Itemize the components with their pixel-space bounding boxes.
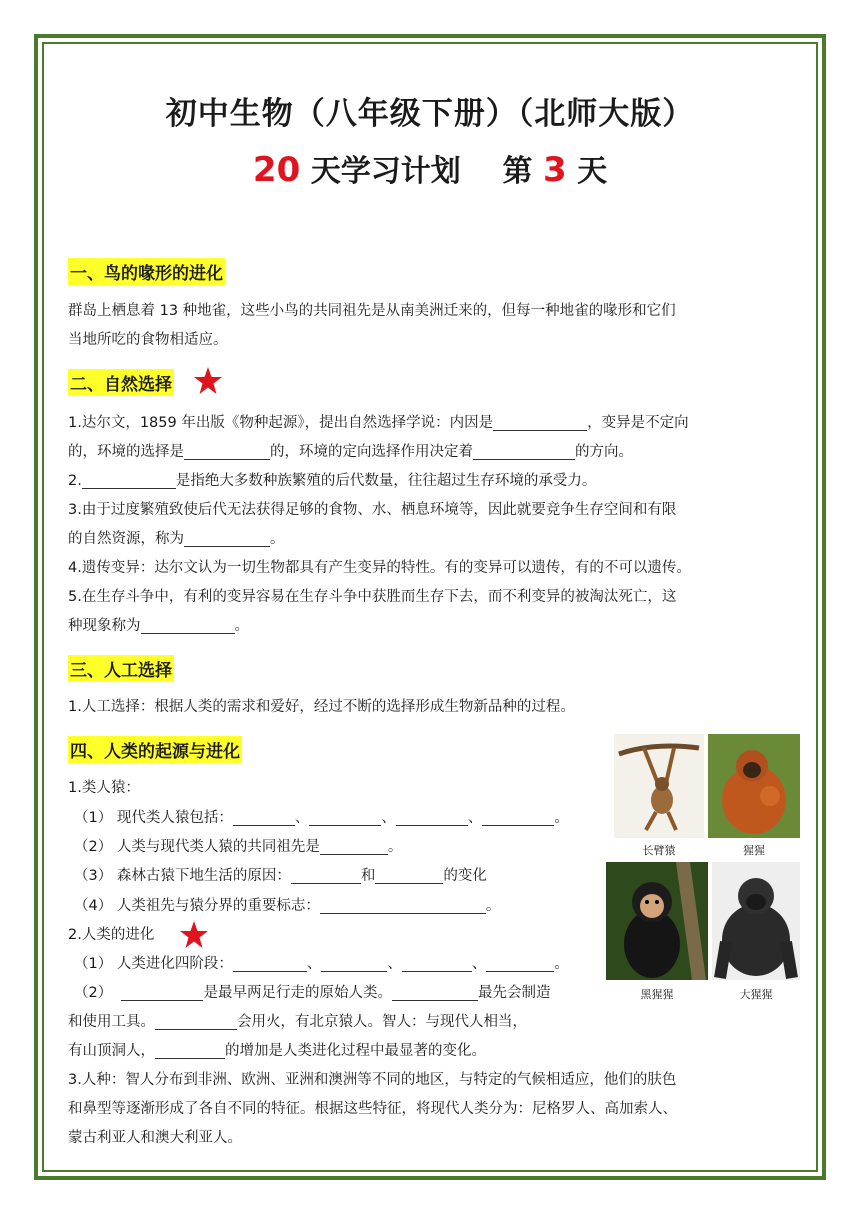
answer-blank[interactable]: [473, 441, 575, 460]
orangutan-caption: 猩猩: [743, 844, 765, 857]
answer-blank[interactable]: [320, 836, 388, 855]
answer-blank[interactable]: [291, 865, 361, 884]
answer-blank[interactable]: [493, 412, 587, 431]
question-line: 的，环境的选择是 的，环境的定向选择作用决定着 的方向。: [68, 438, 633, 467]
paragraph-line: 2.人类的进化: [68, 927, 155, 943]
paragraph-line: 1.人工选择：根据人类的需求和爱好，经过不断的选择形成生物新品种的过程。: [68, 699, 575, 715]
question-line: （1） 现代类人猿包括： 、 、 、 。: [74, 804, 569, 833]
question-line: （2） 是最早两足行走的原始人类。 最先会制造: [74, 979, 550, 1008]
answer-blank[interactable]: [184, 441, 270, 460]
paragraph-line: 和鼻型等逐渐形成了各自不同的特征。根据这些特征，将现代人类分为：尼格罗人、高加索人、: [68, 1101, 677, 1117]
section-heading-human-origin: 四、人类的起源与进化: [68, 736, 242, 763]
paragraph-line: 当地所吃的食物相适应。: [68, 332, 228, 348]
gorilla-caption: 大猩猩: [739, 988, 773, 1001]
days-total: 20: [252, 150, 301, 190]
page-title: 初中生物（八年级下册）（北师大版）: [165, 96, 695, 132]
chimpanzee-caption: 黑猩猩: [640, 988, 674, 1001]
paragraph-line: 群岛上栖息着 13 种地雀，这些小鸟的共同祖先是从南美洲迁来的，但每一种地雀的喙形和它们: [68, 303, 676, 319]
answer-blank[interactable]: [155, 1040, 225, 1059]
gibbon-image: [614, 734, 704, 838]
paragraph-line: 蒙古利亚人和澳大利亚人。: [68, 1130, 242, 1146]
answer-blank[interactable]: [396, 807, 468, 826]
day-prefix: 第: [502, 154, 533, 189]
plan-text: 天学习计划: [310, 154, 461, 189]
question-line: （2） 人类与现代类人猿的共同祖先是 。: [74, 833, 402, 862]
answer-blank[interactable]: [184, 528, 270, 547]
gibbon-caption: 长臂猿: [642, 844, 676, 857]
answer-blank[interactable]: [309, 807, 381, 826]
question-line: 种现象称为 。: [68, 612, 249, 641]
paragraph-line: 3.由于过度繁殖致使后代无法获得足够的食物、水、栖息环境等，因此就要竞争生存空间和有限: [68, 502, 677, 518]
answer-blank[interactable]: [482, 807, 554, 826]
question-line: 1.达尔文，1859 年出版《物种起源》，提出自然选择学说：内因是 ，变异是不定向: [68, 409, 689, 438]
question-line: 的自然资源，称为 。: [68, 525, 285, 554]
paragraph-line: 3.人种：智人分布到非洲、欧洲、亚洲和澳洲等不同的地区，与特定的气候相适应，他们的肤色: [68, 1072, 677, 1088]
section-heading-natural-selection: 二、自然选择: [68, 369, 174, 396]
star-icon: [193, 366, 223, 396]
orangutan-image: [708, 734, 800, 838]
chimpanzee-image: [606, 862, 708, 980]
answer-blank[interactable]: [233, 807, 295, 826]
answer-blank[interactable]: [320, 895, 486, 914]
answer-blank[interactable]: [121, 982, 203, 1001]
answer-blank[interactable]: [82, 470, 176, 489]
section-heading-beak: 一、鸟的喙形的进化: [68, 258, 225, 285]
paragraph-line: 5.在生存斗争中，有利的变异容易在生存斗争中获胜而生存下去，而不利变异的被淘汰死亡，这: [68, 589, 677, 605]
answer-blank[interactable]: [402, 953, 472, 972]
answer-blank[interactable]: [233, 953, 307, 972]
answer-blank[interactable]: [375, 865, 443, 884]
answer-blank[interactable]: [141, 615, 235, 634]
section-heading-artificial-selection: 三、人工选择: [68, 655, 174, 682]
question-line: 2. 是指绝大多数种族繁殖的后代数量，往往超过生存环境的承受力。: [68, 467, 596, 496]
day-suffix: 天: [577, 154, 608, 189]
page-subtitle: [0, 146, 860, 190]
answer-blank[interactable]: [486, 953, 554, 972]
answer-blank[interactable]: [392, 982, 478, 1001]
question-line: 和使用工具。 会用火，有北京猿人。智人：与现代人相当，: [68, 1008, 527, 1037]
answer-blank[interactable]: [155, 1011, 237, 1030]
paragraph-line: 1.类人猿：: [68, 780, 140, 796]
star-icon: [179, 920, 209, 950]
question-line: （3） 森林古猿下地生活的原因： 和 的变化: [74, 862, 487, 891]
paragraph-line: 4.遗传变异：达尔文认为一切生物都具有产生变异的特性。有的变异可以遗传，有的不可以遗传。: [68, 560, 691, 576]
question-line: （4） 人类祖先与猿分界的重要标志： 。: [74, 892, 500, 921]
gorilla-image: [712, 862, 800, 980]
answer-blank[interactable]: [321, 953, 387, 972]
day-number: 3: [542, 150, 567, 190]
question-line: （1） 人类进化四阶段： 、 、 、 。: [74, 950, 569, 979]
question-line: 有山顶洞人， 的增加是人类进化过程中最显著的变化。: [68, 1037, 486, 1066]
